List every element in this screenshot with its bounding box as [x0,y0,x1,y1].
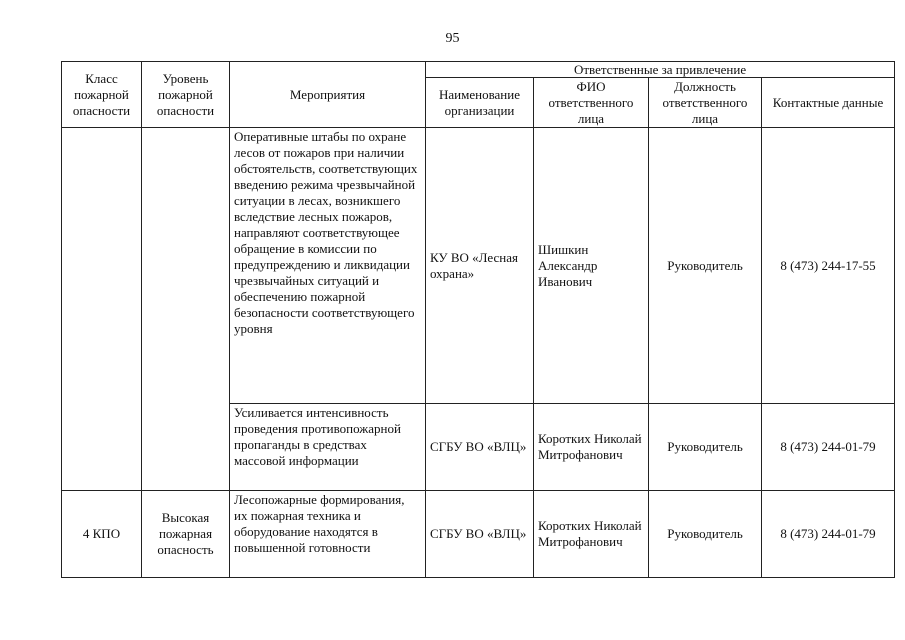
fio-cell: Шишкин Александр Иванович [534,128,649,404]
level-cell [142,128,230,491]
measure-cell: Оперативные штабы по охране лесов от пожаров при наличии обстоятельств, соответствующих введению режима чрезвычайной ситуации в лесах, возникшего вследствие лесных пожаров, направляют соответствующее обращение в комиссии по предупреждению и ликвидации чрезвычайных ситуаций и обеспечению пожарной безопасности соответствующего уровня [230,128,426,404]
org-cell: СГБУ ВО «ВЛЦ» [426,404,534,491]
measure-cell: Усиливается интенсивность проведения противопожарной пропаганды в средствах массовой информации [230,404,426,491]
header-contacts: Контактные данные [762,78,895,128]
contact-cell: 8 (473) 244-17-55 [762,128,895,404]
position-cell: Руководитель [649,491,762,578]
contact-cell: 8 (473) 244-01-79 [762,404,895,491]
header-measures: Мероприятия [230,62,426,128]
measure-cell: Лесопожарные формирования, их пожарная техника и оборудование находятся в повышенной готовности [230,491,426,578]
org-cell: КУ ВО «Лесная охрана» [426,128,534,404]
header-level: Уровень пожарной опасности [142,62,230,128]
class-cell: 4 КПО [62,491,142,578]
header-class: Класс пожарной опасности [62,62,142,128]
header-position: Должность ответственного лица [649,78,762,128]
header-org-name: Наименование организации [426,78,534,128]
header-responsible-group: Ответственные за привлечение [426,62,895,78]
class-cell [62,128,142,491]
org-cell: СГБУ ВО «ВЛЦ» [426,491,534,578]
position-cell: Руководитель [649,404,762,491]
table-row [62,491,895,578]
header-fio: ФИО ответственного лица [534,78,649,128]
header-row-1 [62,62,895,78]
fio-cell: Коротких Николай Митрофанович [534,491,649,578]
responsibility-table [61,61,895,578]
table-row [62,128,895,404]
position-cell: Руководитель [649,128,762,404]
fio-cell: Коротких Николай Митрофанович [534,404,649,491]
contact-cell: 8 (473) 244-01-79 [762,491,895,578]
level-cell: Высокая пожарная опасность [142,491,230,578]
page-number: 95 [445,31,460,46]
